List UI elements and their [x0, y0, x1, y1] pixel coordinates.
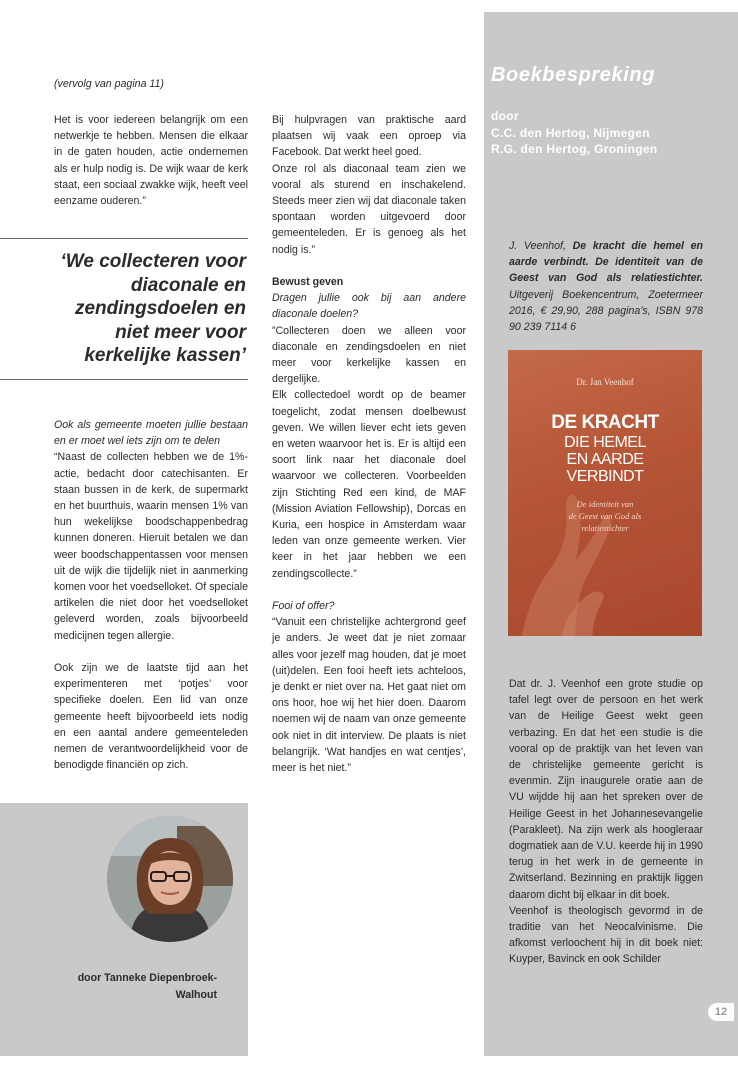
- review-authors: door C.C. den Hertog, Nijmegen R.G. den Hertog, Groningen: [491, 109, 658, 156]
- portrait-illustration: [107, 816, 233, 942]
- interview-answer: ”Collecteren doen we alleen voor diaconale en zendingsdoelen en niet meer voor kerkelijke kassen en dergelijke.: [272, 324, 466, 386]
- review-title: Boekbespreking: [491, 64, 656, 86]
- book-cover-title-main: DE KRACHT: [551, 412, 659, 433]
- page-number: 12: [708, 1003, 734, 1021]
- book-reference: [509, 238, 703, 335]
- book-cover-author: Dr. Jan Veenhof: [576, 377, 634, 387]
- author-photo: [107, 816, 233, 942]
- article-paragraph: Bij hulpvragen van praktische aard plaatsen wij vaak een oproep via Facebook. Dat werkt heel goed.: [272, 114, 466, 159]
- book-reference-author: J. Veenhof,: [509, 240, 573, 252]
- book-cover: [508, 350, 702, 636]
- article-paragraph: Ook zijn we de laatste tijd aan het experimenteren met ‘potjes’ voor specifieke doelen. Een lid van onze gemeente heeft bijvoorbeeld iets nodig en een aantal andere gemeenteleden nemen de verantwoordelijkheid voor de benodigde financiën op zich.: [54, 662, 248, 772]
- article-paragraph: Het is voor iedereen belangrijk om een netwerkje te hebben. Mensen die elkaar in de gaten houden, actie ondernemen als er hulp nodig is. De wijk waar de kerk staat, een sociaal zwakke wijk, heeft veel eenzame ouderen.”: [54, 114, 248, 208]
- pullquote-rule-top: [0, 238, 248, 239]
- pullquote: ‘We collecteren voor diaconale en zendingsdoelen en niet meer voor kerkelijke kassen’: [60, 251, 246, 367]
- pullquote-rule-bottom: [0, 379, 248, 380]
- section-heading: Bewust geven: [272, 276, 344, 289]
- interview-question: Dragen jullie ook bij aan andere diaconale doelen?: [272, 292, 466, 321]
- interview-question: Fooi of offer?: [272, 600, 335, 613]
- book-reference-title: De kracht die hemel en aarde verbindt. De identiteit van de Geest van God als relatiestichter.: [509, 240, 703, 285]
- interview-answer: “Naast de collecten hebben we de 1%-actie, bedacht door catechisanten. Er staan bussen in de kerk, de supermarkt en het buurthuis, waarin mensen 1% van hun wekelijkse boodschappenbedrag kunnen doneren. Hieruit betalen we dan weer boodschappentassen voor mensen uit de wijk die tijdelijk niet in aanmerking komen voor het voedselloket. Of speciale artikelen die niet door het voedselloket geleverd worden, zoals bijvoorbeeld medicijnen tegen allergie.: [54, 451, 248, 642]
- interview-answer: Elk collectedoel wordt op de beamer toegelicht, zodat mensen doelbewust geven. We willen liever echt iets geven en weten waarvoor het is. Er is altijd een soort link naar het diaconale doel waarvoor we collecteren. Voorbeelden zijn Stichting Red een kind, de MAF (Mission Aviation Fellowship), Dorcas en Kuria, een hospice in Amsterdam waar leden van onze gemeente werken. Vier keer in het jaar hebben we een zendingscollecte.”: [272, 389, 466, 580]
- review-body: [509, 676, 703, 968]
- review-paragraph: Veenhof is theologisch gevormd in de traditie van het Neocalvinisme. Die afkomst verloochent hij in dit boek niet: Kuyper, Bavinck en ook Schilder: [509, 904, 703, 966]
- book-cover-subtitle: De identiteit van de Geest van God als relatiestichter: [568, 499, 642, 533]
- article-column-2: [272, 112, 466, 776]
- article-paragraph: Onze rol als diaconaal team zien we vooral als sturend en inschakelend. Steeds meer zien wij dat diaconale taken spontaan worden uitgevoerd door gemeenteleden. Er is genoeg als het nodig is.”: [272, 162, 466, 256]
- interview-answer: “Vanuit een christelijke achtergrond geef je anders. Je weet dat je niet zomaar alles voor jezelf mag houden, dat je moet (uit)delen. Een fooi heeft iets achteloos, je denkt er niet over na. Het gaat niet om ons hoor, hoe wij het hier doen. Daarom noemen wij de naam van onze gemeente ook niet in dit interview. De plaats is niet belangrijk. ‘Wat handjes en wat centjes’, meer is het niet.”: [272, 616, 466, 775]
- review-paragraph: Dat dr. J. Veenhof een grote studie op tafel legt over de persoon en het werk van de Heilige Geest wekt geen verbazing. En dat het een studie is die vooral op de praktijk van het leven van de christelijke gemeente gericht is evenmin. Zijn inaugurele oratie aan de VU wijdde hij aan het spreken over de Heilige Geest in het Johannesevangelie (Parakleet). Na zijn werk als hoogleraar dogmatiek aan de V.U. keerde hij in 1990 terug in het werk in de gemeente in Zwitserland. Bezinning en praktijk liggen daarom dicht bij elkaar in dit boek.: [509, 678, 703, 901]
- book-cover-title-rest: DIE HEMEL EN AARDE VERBINDT: [564, 434, 646, 485]
- hand-illustration: [508, 470, 618, 636]
- article-section: [54, 417, 248, 773]
- author-byline: door Tanneke Diepenbroek-Walhout: [77, 972, 217, 1001]
- continued-note: (vervolg van pagina 11): [54, 78, 164, 90]
- interview-question: Ook als gemeente moeten jullie bestaan en er moet wel iets zijn om te delen: [54, 419, 248, 448]
- book-reference-details: Uitgeverij Boekencentrum, Zoetermeer 2016, € 29,90, 288 pagina’s, ISBN 978 90 239 7114 6: [509, 288, 703, 334]
